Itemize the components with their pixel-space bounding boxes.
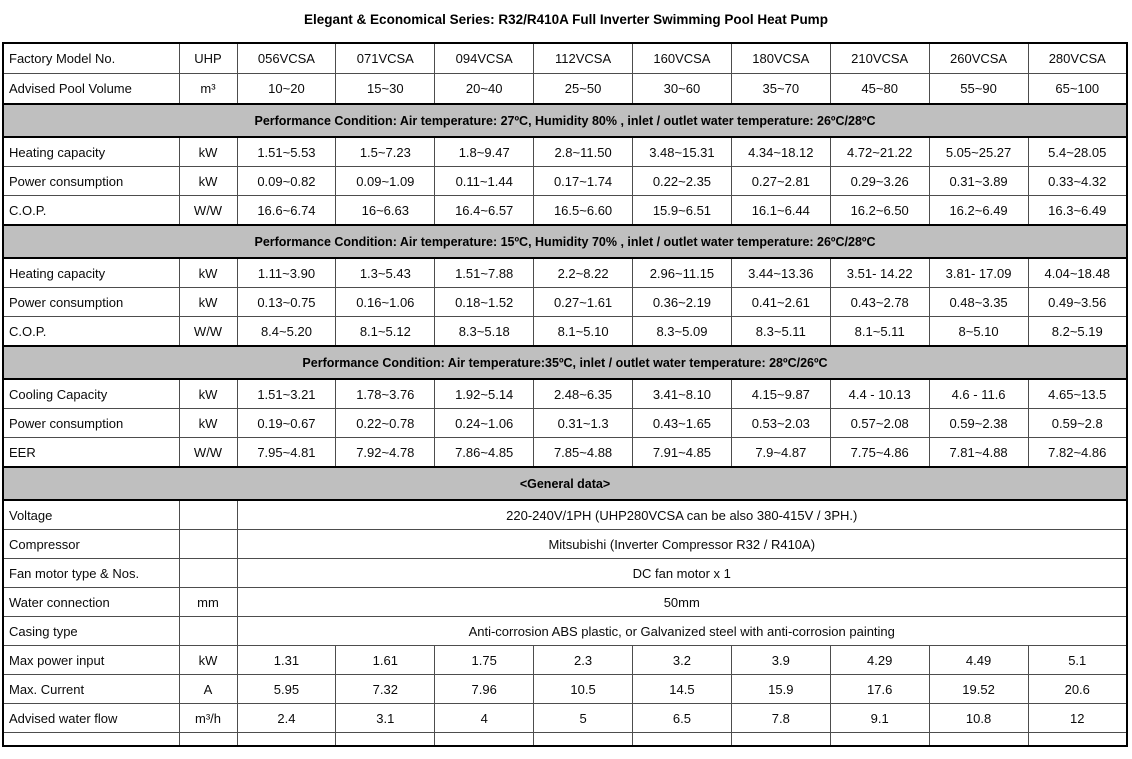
value-cell: 1.8~9.47 [435,137,534,167]
unit-cell [179,559,237,588]
value-cell: 0.16~1.06 [336,288,435,317]
band-label: <General data> [3,467,1127,500]
value-cell: 20.6 [1028,675,1127,704]
value-cell: 7.85~4.88 [534,438,633,468]
row-label: C.O.P. [3,317,179,347]
table-row-casing-type [3,617,1127,646]
value-cell: 0.17~1.74 [534,167,633,196]
value-cell: 7.96 [435,675,534,704]
value-cell [534,733,633,747]
value-cell: 55~90 [929,74,1028,105]
row-label: Casing type [3,617,179,646]
value-cell: 10.5 [534,675,633,704]
value-cell: 4.04~18.48 [1028,258,1127,288]
value-cell: 35~70 [731,74,830,105]
value-cell: 25~50 [534,74,633,105]
value-cell: 3.9 [731,646,830,675]
unit-cell [179,617,237,646]
value-cell: 20~40 [435,74,534,105]
value-cell: 12 [1028,704,1127,733]
row-label: Cooling Capacity [3,379,179,409]
band-label: Performance Condition: Air temperature: 27ºC, Humidity 80% , inlet / outlet water temperature: 26ºC/28ºC [3,104,1127,137]
value-cell: 0.49~3.56 [1028,288,1127,317]
unit-cell [179,733,237,747]
value-cell [435,733,534,747]
value-cell [633,733,732,747]
unit-cell: A [179,675,237,704]
table-row-fan-motor [3,559,1127,588]
row-label: Advised water flow [3,704,179,733]
band-label: Performance Condition: Air temperature: 15ºC, Humidity 70% , inlet / outlet water temperature: 26ºC/28ºC [3,225,1127,258]
table-row-eer [3,438,1127,468]
value-cell: 2.96~11.15 [633,258,732,288]
value-cell: 0.24~1.06 [435,409,534,438]
value-cell: 16.2~6.50 [830,196,929,226]
value-cell [731,733,830,747]
value-cell: 5.95 [237,675,336,704]
row-label: Power consumption [3,167,179,196]
value-cell: 8.3~5.18 [435,317,534,347]
value-cell: 15.9 [731,675,830,704]
value-cell: 4.49 [929,646,1028,675]
value-cell: 4 [435,704,534,733]
value-cell: 1.11~3.90 [237,258,336,288]
row-label: Advised Pool Volume [3,74,179,105]
value-cell: 0.22~0.78 [336,409,435,438]
value-cell: 16~6.63 [336,196,435,226]
unit-cell [179,530,237,559]
value-cell [929,733,1028,747]
value-cell: 1.3~5.43 [336,258,435,288]
value-cell: 160VCSA [633,43,732,74]
value-cell: 7.32 [336,675,435,704]
value-cell: 30~60 [633,74,732,105]
value-cell: 7.95~4.81 [237,438,336,468]
value-cell: 056VCSA [237,43,336,74]
value-cell: 280VCSA [1028,43,1127,74]
value-cell: 5.05~25.27 [929,137,1028,167]
value-cell: 8.1~5.11 [830,317,929,347]
value-cell: 210VCSA [830,43,929,74]
value-cell: 16.3~6.49 [1028,196,1127,226]
row-label [3,733,179,747]
value-cell: 0.53~2.03 [731,409,830,438]
value-cell: 0.31~1.3 [534,409,633,438]
value-cell: 0.27~2.81 [731,167,830,196]
row-label: Heating capacity [3,258,179,288]
value-cell: 4.72~21.22 [830,137,929,167]
value-cell: 8.3~5.09 [633,317,732,347]
value-cell: 3.2 [633,646,732,675]
value-cell [1028,733,1127,747]
value-cell: 0.41~2.61 [731,288,830,317]
value-cell: 9.1 [830,704,929,733]
unit-cell: m³ [179,74,237,105]
value-cell: 5.1 [1028,646,1127,675]
value-cell: 180VCSA [731,43,830,74]
merged-value-cell: Anti-corrosion ABS plastic, or Galvanized steel with anti-corrosion painting [237,617,1127,646]
value-cell: 16.1~6.44 [731,196,830,226]
value-cell: 1.5~7.23 [336,137,435,167]
row-label: Voltage [3,500,179,530]
value-cell: 5.4~28.05 [1028,137,1127,167]
unit-cell [179,500,237,530]
value-cell: 8.1~5.10 [534,317,633,347]
value-cell: 3.44~13.36 [731,258,830,288]
value-cell: 3.81- 17.09 [929,258,1028,288]
unit-cell: kW [179,258,237,288]
value-cell: 8.1~5.12 [336,317,435,347]
row-label: Power consumption [3,288,179,317]
value-cell: 0.29~3.26 [830,167,929,196]
section-band-heating-15c [3,225,1127,258]
unit-cell: kW [179,167,237,196]
table-row-compressor [3,530,1127,559]
table-row-advised-water-flow [3,704,1127,733]
value-cell: 6.5 [633,704,732,733]
value-cell: 8~5.10 [929,317,1028,347]
unit-cell: W/W [179,317,237,347]
value-cell: 0.27~1.61 [534,288,633,317]
table-row-cop-2 [3,317,1127,347]
table-row-heating-capacity-1 [3,137,1127,167]
merged-value-cell: DC fan motor x 1 [237,559,1127,588]
value-cell: 7.75~4.86 [830,438,929,468]
value-cell: 19.52 [929,675,1028,704]
value-cell: 260VCSA [929,43,1028,74]
section-band-general-data [3,467,1127,500]
value-cell: 10.8 [929,704,1028,733]
value-cell: 1.78~3.76 [336,379,435,409]
value-cell: 7.86~4.85 [435,438,534,468]
row-label: Factory Model No. [3,43,179,74]
merged-value-cell: 50mm [237,588,1127,617]
value-cell: 16.6~6.74 [237,196,336,226]
unit-cell: mm [179,588,237,617]
table-row-power-consumption-3 [3,409,1127,438]
value-cell: 7.92~4.78 [336,438,435,468]
unit-cell: W/W [179,196,237,226]
value-cell: 7.82~4.86 [1028,438,1127,468]
row-label: EER [3,438,179,468]
value-cell: 15~30 [336,74,435,105]
value-cell: 2.48~6.35 [534,379,633,409]
value-cell: 0.09~1.09 [336,167,435,196]
value-cell: 071VCSA [336,43,435,74]
table-row-water-connection [3,588,1127,617]
value-cell: 8.4~5.20 [237,317,336,347]
value-cell: 3.48~15.31 [633,137,732,167]
value-cell: 4.34~18.12 [731,137,830,167]
value-cell: 0.43~1.65 [633,409,732,438]
value-cell: 0.09~0.82 [237,167,336,196]
unit-cell: kW [179,409,237,438]
value-cell: 65~100 [1028,74,1127,105]
value-cell: 15.9~6.51 [633,196,732,226]
value-cell: 8.3~5.11 [731,317,830,347]
unit-cell: kW [179,379,237,409]
table-row-model-header [3,43,1127,74]
value-cell: 1.51~5.53 [237,137,336,167]
table-row-max-power-input [3,646,1127,675]
table-row-power-consumption-1 [3,167,1127,196]
value-cell: 4.15~9.87 [731,379,830,409]
value-cell: 0.22~2.35 [633,167,732,196]
value-cell: 0.18~1.52 [435,288,534,317]
page-title: Elegant & Economical Series: R32/R410A Full Inverter Swimming Pool Heat Pump [304,12,828,27]
table-row-partial-clipped [3,733,1127,747]
table-row-cooling-capacity [3,379,1127,409]
value-cell: 0.59~2.8 [1028,409,1127,438]
unit-cell: kW [179,137,237,167]
value-cell: 7.8 [731,704,830,733]
value-cell: 1.31 [237,646,336,675]
row-label: Heating capacity [3,137,179,167]
value-cell: 094VCSA [435,43,534,74]
value-cell: 7.81~4.88 [929,438,1028,468]
value-cell: 2.8~11.50 [534,137,633,167]
table-row-pool-volume [3,74,1127,105]
value-cell: 5 [534,704,633,733]
value-cell: 112VCSA [534,43,633,74]
value-cell: 3.1 [336,704,435,733]
value-cell [237,733,336,747]
band-label: Performance Condition: Air temperature:35ºC, inlet / outlet water temperature: 28ºC/26ºC [3,346,1127,379]
value-cell: 16.2~6.49 [929,196,1028,226]
table-row-voltage [3,500,1127,530]
value-cell: 1.51~7.88 [435,258,534,288]
value-cell: 0.36~2.19 [633,288,732,317]
value-cell: 2.3 [534,646,633,675]
section-band-heating-27c [3,104,1127,137]
value-cell: 4.29 [830,646,929,675]
value-cell: 16.4~6.57 [435,196,534,226]
value-cell: 4.4 - 10.13 [830,379,929,409]
unit-cell: kW [179,288,237,317]
value-cell: 1.92~5.14 [435,379,534,409]
merged-value-cell: 220-240V/1PH (UHP280VCSA can be also 380-415V / 3PH.) [237,500,1127,530]
value-cell: 0.48~3.35 [929,288,1028,317]
value-cell: 3.51- 14.22 [830,258,929,288]
value-cell: 0.33~4.32 [1028,167,1127,196]
value-cell: 3.41~8.10 [633,379,732,409]
value-cell: 0.43~2.78 [830,288,929,317]
value-cell: 10~20 [237,74,336,105]
value-cell: 7.91~4.85 [633,438,732,468]
row-label: C.O.P. [3,196,179,226]
value-cell: 16.5~6.60 [534,196,633,226]
unit-cell: kW [179,646,237,675]
merged-value-cell: Mitsubishi (Inverter Compressor R32 / R410A) [237,530,1127,559]
row-label: Max power input [3,646,179,675]
unit-cell: m³/h [179,704,237,733]
value-cell: 2.2~8.22 [534,258,633,288]
row-label: Water connection [3,588,179,617]
row-label: Fan motor type & Nos. [3,559,179,588]
table-row-heating-capacity-2 [3,258,1127,288]
value-cell: 0.11~1.44 [435,167,534,196]
row-label: Power consumption [3,409,179,438]
value-cell: 0.57~2.08 [830,409,929,438]
value-cell: 4.65~13.5 [1028,379,1127,409]
table-row-cop-1 [3,196,1127,226]
row-label: Compressor [3,530,179,559]
value-cell: 45~80 [830,74,929,105]
section-band-cooling-35c [3,346,1127,379]
unit-cell: UHP [179,43,237,74]
value-cell: 2.4 [237,704,336,733]
value-cell: 7.9~4.87 [731,438,830,468]
value-cell [336,733,435,747]
table-row-power-consumption-2 [3,288,1127,317]
value-cell: 8.2~5.19 [1028,317,1127,347]
spec-table [2,42,1128,747]
unit-cell: W/W [179,438,237,468]
value-cell: 0.59~2.38 [929,409,1028,438]
value-cell: 1.61 [336,646,435,675]
value-cell [830,733,929,747]
value-cell: 14.5 [633,675,732,704]
table-row-max-current [3,675,1127,704]
value-cell: 0.19~0.67 [237,409,336,438]
value-cell: 0.13~0.75 [237,288,336,317]
value-cell: 4.6 - 11.6 [929,379,1028,409]
value-cell: 1.75 [435,646,534,675]
value-cell: 17.6 [830,675,929,704]
row-label: Max. Current [3,675,179,704]
value-cell: 1.51~3.21 [237,379,336,409]
value-cell: 0.31~3.89 [929,167,1028,196]
